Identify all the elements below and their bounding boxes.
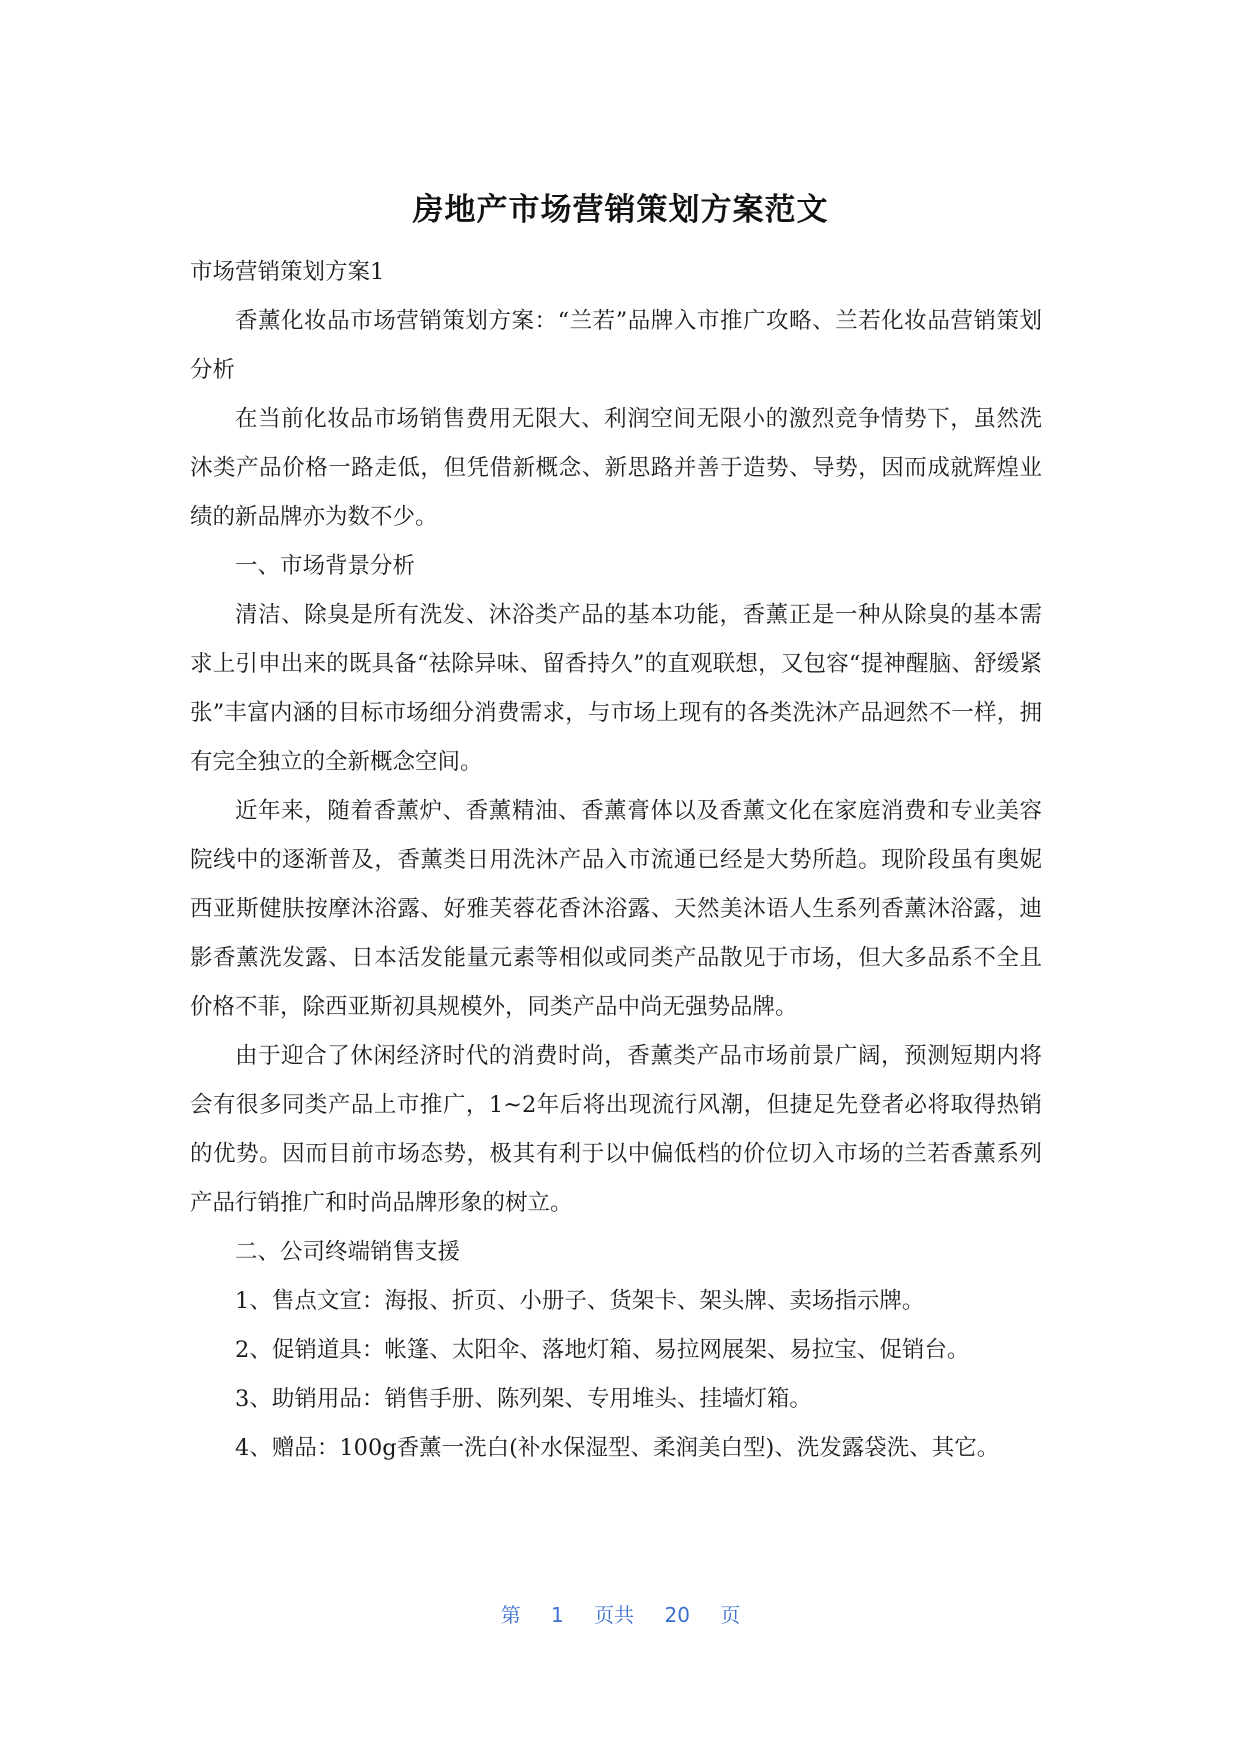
footer-total-pages: 20 <box>664 1603 690 1627</box>
paragraph: 香薰化妆品市场营销策划方案：“兰若”品牌入市推广攻略、兰若化妆品营销策划分析 <box>190 308 1042 383</box>
list-item: 1、售点文宣：海报、折页、小册子、货架卡、架头牌、卖场指示牌。 <box>235 1288 925 1314</box>
paragraph: 近年来，随着香薰炉、香薰精油、香薰膏体以及香薰文化在家庭消费和专业美容院线中的逐渐普及，香薰类日用洗沐产品入市流通已经是大势所趋。现阶段虽有奥妮西亚斯健肤按摩沐浴露、好雅芙蓉花香沐浴露、天然美沐语人生系列香薰沐浴露，迪影香薰洗发露、日本活发能量元素等相似或同类产品散见于市场，但大多品系不全且价格不菲，除西亚斯初具规模外，同类产品中尚无强势品牌。 <box>190 798 1042 1020</box>
section-heading: 二、公司终端销售支援 <box>235 1239 461 1265</box>
paragraph: 在当前化妆品市场销售费用无限大、利润空间无限小的激烈竞争情势下，虽然洗沐类产品价格一路走低，但凭借新概念、新思路并善于造势、导势，因而成就辉煌业绩的新品牌亦为数不少。 <box>190 406 1042 530</box>
paragraph: 清洁、除臭是所有洗发、沐浴类产品的基本功能，香薰正是一种从除臭的基本需求上引申出来的既具备“祛除异味、留香持久”的直观联想，又包容“提神醒脑、舒缓紧张”丰富内涵的目标市场细分消费需求，与市场上现有的各类洗沐产品迥然不一样，拥有完全独立的全新概念空间。 <box>190 602 1042 775</box>
paragraph: 由于迎合了休闲经济时代的消费时尚，香薰类产品市场前景广阔，预测短期内将会有很多同类产品上市推广，1~2年后将出现流行风潮，但捷足先登者必将取得热销的优势。因而目前市场态势，极其有利于以中偏低档的价位切入市场的兰若香薰系列产品行销推广和时尚品牌形象的树立。 <box>190 1043 1042 1216</box>
footer-suffix: 页 <box>720 1603 741 1627</box>
page-footer <box>0 1600 1241 1630</box>
list-item: 3、助销用品：销售手册、陈列架、专用堆头、挂墙灯箱。 <box>235 1386 812 1412</box>
list-item: 2、促销道具：帐篷、太阳伞、落地灯箱、易拉网展架、易拉宝、促销台。 <box>235 1337 970 1363</box>
footer-page-number: 1 <box>551 1603 564 1627</box>
footer-prefix: 第 <box>500 1603 521 1627</box>
footer-middle: 页共 <box>594 1603 635 1627</box>
document-body <box>190 248 1042 1473</box>
document-title: 房地产市场营销策划方案范文 <box>412 192 829 228</box>
section-heading: 一、市场背景分析 <box>235 553 416 579</box>
list-item: 4、赠品：100g香薰一洗白(补水保湿型、柔润美白型)、洗发露袋洗、其它。 <box>235 1435 1000 1461</box>
section-heading: 市场营销策划方案1 <box>190 259 385 285</box>
